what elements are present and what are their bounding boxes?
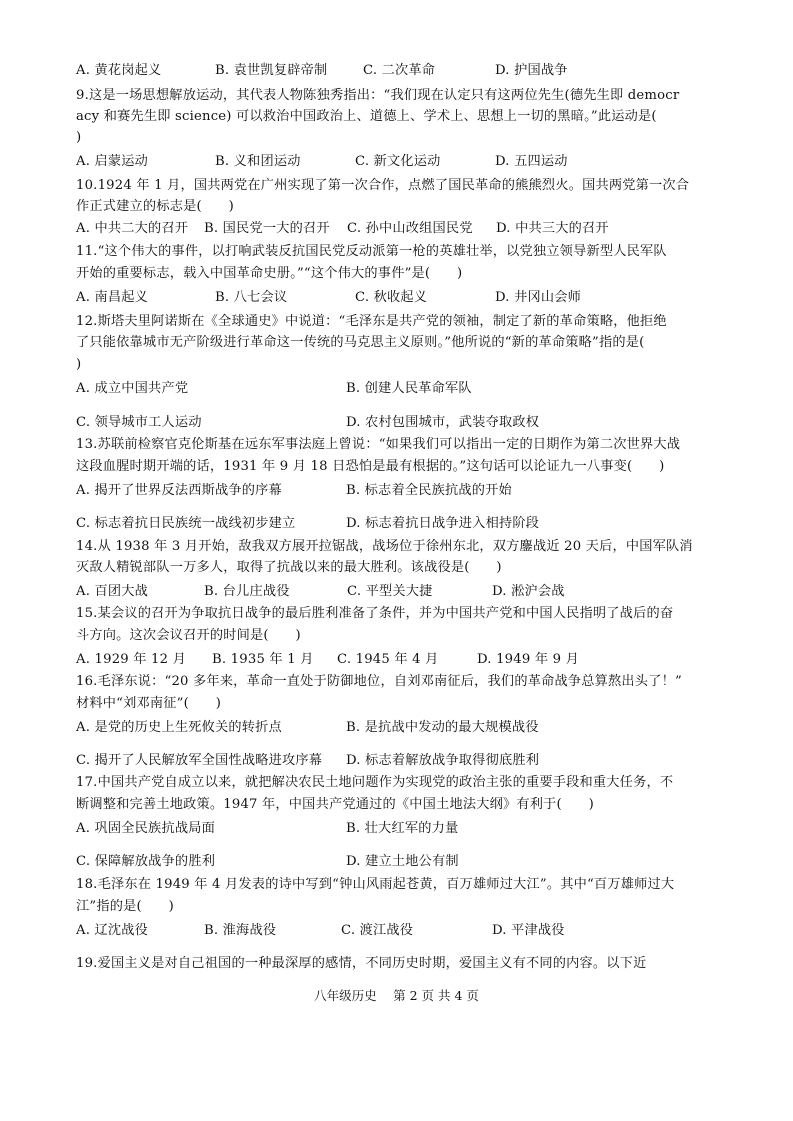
q16-stem-line2: 材料中“刘邓南征”( ) (76, 696, 222, 711)
q9-stem-line1: 9.这是一场思想解放运动，其代表人物陈独秀指出：“我们现在认定只有这两位先生(德先生即 democr (76, 88, 680, 103)
q16-option-d: D. 标志着解放战争取得彻底胜利 (346, 753, 540, 768)
q12-option-b: B. 创建人民革命军队 (346, 381, 472, 396)
q12-stem-line3: ) (76, 357, 82, 372)
q12-option-a: A. 成立中国共产党 (76, 381, 189, 396)
q18-stem-line2: 江”指的是( ) (76, 899, 174, 914)
q17-option-b: B. 壮大红军的力量 (346, 821, 459, 836)
q18-option-a: A. 辽沈战役 (76, 923, 149, 938)
q15-option-a: A. 1929 年 12 月 (76, 652, 186, 667)
q14-option-c: C. 平型关大捷 (347, 584, 433, 599)
q10-stem-line2: 作正式建立的标志是( ) (76, 199, 234, 214)
q17-option-d: D. 建立土地公有制 (346, 854, 459, 869)
q9-option-c: C. 新文化运动 (355, 154, 441, 169)
q14-stem-line1: 14.从 1938 年 3 月开始，敌我双方展开拉锯战，战场位于徐州东北，双方鏖战近 20 天后，中国军队消 (76, 539, 693, 554)
q10-option-d: D. 中共三大的召开 (496, 221, 609, 236)
q18-option-b: B. 淮海战役 (204, 923, 277, 938)
q18-option-c: C. 渡江战役 (341, 923, 414, 938)
q8-option-a: A. 黄花岗起义 (76, 63, 162, 78)
q15-option-b: B. 1935 年 1 月 (212, 652, 314, 667)
q17-stem-line2: 断调整和完善土地政策。1947 年，中国共产党通过的《中国土地法大纲》有利于( ) (76, 797, 595, 812)
q10-option-a: A. 中共二大的召开 (76, 221, 189, 236)
q15-option-c: C. 1945 年 4 月 (337, 652, 439, 667)
q12-stem-line2: 了只能依靠城市无产阶级进行革命这一传统的马克思主义原则。”他所说的“新的革命策略”指的是( (76, 335, 645, 350)
q17-stem-line1: 17.中国共产党自成立以来，就把解决农民土地问题作为实现党的政治主张的重要手段和重大任务，不 (76, 775, 674, 790)
q14-option-b: B. 台儿庄战役 (204, 584, 290, 599)
q18-option-d: D. 平津战役 (492, 923, 565, 938)
q11-option-a: A. 南昌起义 (76, 290, 149, 305)
q12-stem-line1: 12.斯塔夫里阿诺斯在《全球通史》中说道：“毛泽东是共产党的领袖，制定了新的革命策略，他拒绝 (76, 314, 667, 329)
q12-option-c: C. 领导城市工人运动 (76, 415, 202, 430)
q9-stem-line3: ) (76, 130, 82, 145)
q13-option-a: A. 揭开了世界反法西斯战争的序幕 (76, 483, 282, 498)
q15-option-d: D. 1949 年 9 月 (477, 652, 579, 667)
q13-stem-line1: 13.苏联前检察官克伦斯基在远东军事法庭上曾说：“如果我们可以指出一定的日期作为第二次世界大战 (76, 437, 681, 452)
q16-option-a: A. 是党的历史上生死攸关的转折点 (76, 720, 282, 735)
q10-option-b: B. 国民党一大的召开 (204, 221, 330, 236)
q15-stem-line2: 斗方向。这次会议召开的时间是( ) (76, 628, 301, 643)
q8-option-c: C. 二次革命 (363, 63, 436, 78)
q10-option-c: C. 孙中山改组国民党 (347, 221, 473, 236)
q13-stem-line2: 这段血腥时期开端的话，1931 年 9 月 18 日恐怕是最有根据的。”这句话可以论证九一八事变( ) (76, 459, 665, 474)
q14-option-d: D. 淞沪会战 (492, 584, 565, 599)
q9-option-a: A. 启蒙运动 (76, 154, 149, 169)
q16-option-b: B. 是抗战中发动的最大规模战役 (346, 720, 539, 735)
q14-option-a: A. 百团大战 (76, 584, 149, 599)
q9-stem-line2: acy 和赛先生即 science) 可以救治中国政治上、道德上、学术上、思想上一切的黑暗。”此运动是( (76, 109, 657, 124)
q11-stem-line1: 11.“这个伟大的事件，以打响武装反抗国民党反动派第一枪的英雄壮举，以党独立领导新型人民军队 (76, 244, 667, 259)
q8-option-b: B. 袁世凯复辟帝制 (215, 63, 328, 78)
q9-option-b: B. 义和团运动 (215, 154, 301, 169)
q16-option-c: C. 揭开了人民解放军全国性战略进攻序幕 (76, 753, 323, 768)
q11-option-d: D. 井冈山会师 (495, 290, 582, 305)
q15-stem-line1: 15.某会议的召开为争取抗日战争的最后胜利准备了条件，并为中国共产党和中国人民指明了战后的奋 (76, 606, 674, 621)
q16-stem-line1: 16.毛泽东说：“20 多年来，革命一直处于防御地位，自刘邓南征后，我们的革命战争总算熬出头了！” (76, 674, 682, 689)
q11-option-b: B. 八七会议 (215, 290, 288, 305)
q13-option-b: B. 标志着全民族抗战的开始 (346, 483, 512, 498)
page-footer: 八年级历史 第 2 页 共 4 页 (314, 988, 479, 1003)
q12-option-d: D. 农村包围城市，武装夺取政权 (346, 415, 540, 430)
q14-stem-line2: 灭敌人精锐部队一万多人，取得了抗战以来的最大胜利。该战役是( ) (76, 560, 502, 575)
q13-option-d: D. 标志着抗日战争进入相持阶段 (346, 516, 540, 531)
q8-option-d: D. 护国战争 (495, 63, 568, 78)
q19-stem-line1: 19.爱国主义是对自己祖国的一种最深厚的感情，不同历史时期，爱国主义有不同的内容。以下近 (76, 956, 647, 971)
q18-stem-line1: 18.毛泽东在 1949 年 4 月发表的诗中写到“钟山风雨起苍黄，百万雄师过大江”。其中“百万雄师过大 (76, 877, 675, 892)
q10-stem-line1: 10.1924 年 1 月，国共两党在广州实现了第一次合作，点燃了国民革命的熊熊烈火。国共两党第一次合 (76, 178, 690, 193)
q11-stem-line2: 开始的重要标志，载入中国革命史册。”“这个伟大的事件”是( ) (76, 266, 463, 281)
q9-option-d: D. 五四运动 (495, 154, 568, 169)
q17-option-a: A. 巩固全民族抗战局面 (76, 821, 215, 836)
q17-option-c: C. 保障解放战争的胜利 (76, 854, 216, 869)
q13-option-c: C. 标志着抗日民族统一战线初步建立 (76, 516, 296, 531)
q11-option-c: C. 秋收起义 (355, 290, 428, 305)
